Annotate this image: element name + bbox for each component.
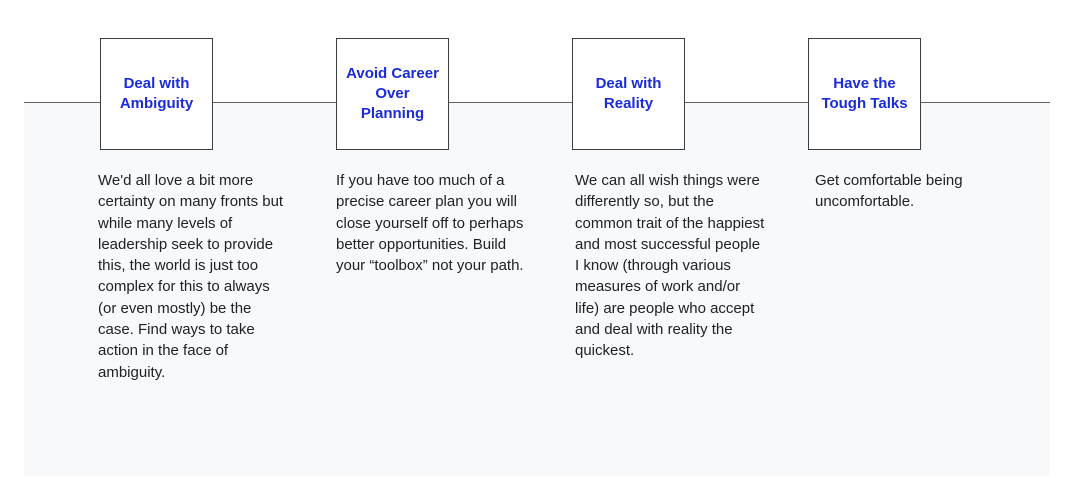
stage-description: Get comfortable being uncomfortable. xyxy=(815,172,963,211)
stage-description: We can all wish things were differently so, but the common trait of the happiest and most successful people I know (through various measures of work and/or life) are people who accept and deal with reality the quickest. xyxy=(575,172,765,360)
stage-box-deal-with-ambiguity xyxy=(100,38,213,150)
stage-description: If you have too much of a precise career plan you will close yourself off to perhaps better opportunities. Build your “toolbox” not your path. xyxy=(336,172,524,275)
stage-title: Deal with Reality xyxy=(595,75,662,112)
stage-title: Avoid Career Over Planning xyxy=(346,65,439,122)
stage-title: Deal with Ambiguity xyxy=(119,75,194,112)
stage-box-have-the-tough-talks xyxy=(808,38,921,150)
stage-box-deal-with-reality xyxy=(572,38,685,150)
stage-title: Have the Tough Talks xyxy=(821,75,908,112)
stage-box-avoid-career-over-planning xyxy=(336,38,449,150)
stage-description: We'd all love a bit more certainty on many fronts but while many levels of leadership seek to provide this, the world is just too complex for this to always (or even mostly) be the case. Find ways to take action in the face of ambiguity. xyxy=(98,172,284,381)
